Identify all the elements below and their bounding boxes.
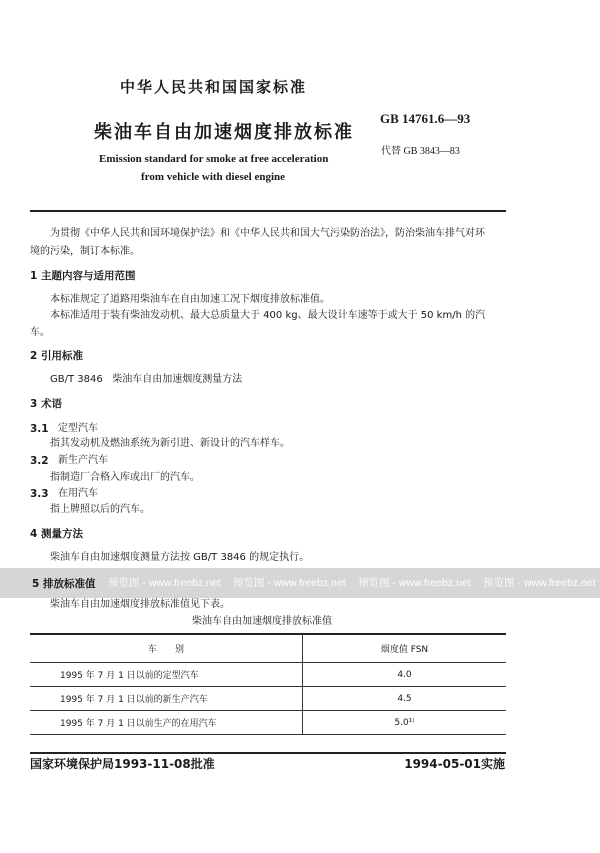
- standard-code: GB 14761.6—93: [380, 111, 471, 126]
- smoke-value: 4.0: [303, 663, 507, 687]
- vehicle-category: 1995 年 7 月 1 日以前生产的在用汽车: [30, 711, 303, 735]
- term-number: 3.1: [30, 423, 49, 435]
- smoke-value: 5.0¹⁾: [303, 711, 507, 735]
- intro-line: 为贯彻《中华人民共和国环境保护法》和《中华人民共和国大气污染防治法》，防治柴油车排气对环: [50, 228, 485, 239]
- section-1-heading: 1 主题内容与适用范围: [30, 270, 136, 282]
- document-title-cn: 柴油车自由加速烟度排放标准: [94, 122, 354, 143]
- table-row: [30, 663, 506, 687]
- section-5-heading: 5 排放标准值: [32, 578, 96, 590]
- section-1-text: 本标准适用于装有柴油发动机、最大总质量大于 400 kg、最大设计车速等于或大于 50 km/h 的汽: [50, 310, 486, 321]
- vehicle-category: 1995 年 7 月 1 日以前的新生产汽车: [30, 687, 303, 711]
- watermark-text: 预览图 - www.freebz.net: [108, 577, 221, 589]
- table-row: [30, 687, 506, 711]
- term-definition: 指制造厂合格入库或出厂的汽车。: [50, 472, 200, 483]
- table-row: [30, 711, 506, 735]
- header-vehicle-category: 车 别: [30, 634, 303, 663]
- table-header-row: [30, 634, 506, 663]
- section-2-text: GB/T 3846 柴油车自由加速烟度测量方法: [50, 374, 243, 385]
- section-4-heading: 4 测量方法: [30, 528, 83, 540]
- watermark-text: 预览图 - www.freebz.net: [358, 577, 471, 589]
- section-1-text: 车。: [30, 327, 50, 338]
- table-caption: 柴油车自由加速烟度排放标准值: [192, 616, 332, 627]
- intro-line: 境的污染，制订本标准。: [30, 246, 140, 257]
- section-1-text: 本标准规定了道路用柴油车在自由加速工况下烟度排放标准值。: [50, 294, 330, 305]
- watermark-text: 预览图 - www.freebz.net: [233, 577, 346, 589]
- vehicle-category: 1995 年 7 月 1 日以前的定型汽车: [30, 663, 303, 687]
- emission-limits-table: [30, 633, 506, 735]
- footer-divider: [30, 752, 506, 754]
- term-name: 新生产汽车: [58, 455, 108, 466]
- document-title-en-line1: Emission standard for smoke at free acceleration: [99, 153, 329, 165]
- replaces-note: 代替 GB 3843—83: [381, 146, 460, 157]
- section-4-text: 柴油车自由加速烟度测量方法按 GB/T 3846 的规定执行。: [50, 552, 310, 563]
- header-divider: [30, 210, 506, 212]
- section-3-heading: 3 术语: [30, 398, 62, 410]
- header-smoke-value: 烟度值 FSN: [303, 634, 507, 663]
- smoke-value: 4.5: [303, 687, 507, 711]
- term-definition: 指其发动机及燃油系统为新引进、新设计的汽车样车。: [50, 438, 290, 449]
- watermark-text: 预览图 - www.freebz.net: [483, 577, 596, 589]
- term-number: 3.2: [30, 455, 49, 467]
- effective-date: 1994-05-01实施: [404, 757, 505, 771]
- term-number: 3.3: [30, 488, 49, 500]
- term-name: 在用汽车: [58, 488, 98, 499]
- term-definition: 指上牌照以后的汽车。: [50, 504, 150, 515]
- national-standard-label: 中华人民共和国国家标准: [120, 78, 308, 96]
- approval-info: 国家环境保护局1993-11-08批准: [30, 757, 215, 771]
- term-name: 定型汽车: [58, 423, 98, 434]
- document-title-en-line2: from vehicle with diesel engine: [141, 171, 285, 183]
- section-5-text: 柴油车自由加速烟度排放标准值见下表。: [50, 599, 230, 610]
- section-2-heading: 2 引用标准: [30, 350, 83, 362]
